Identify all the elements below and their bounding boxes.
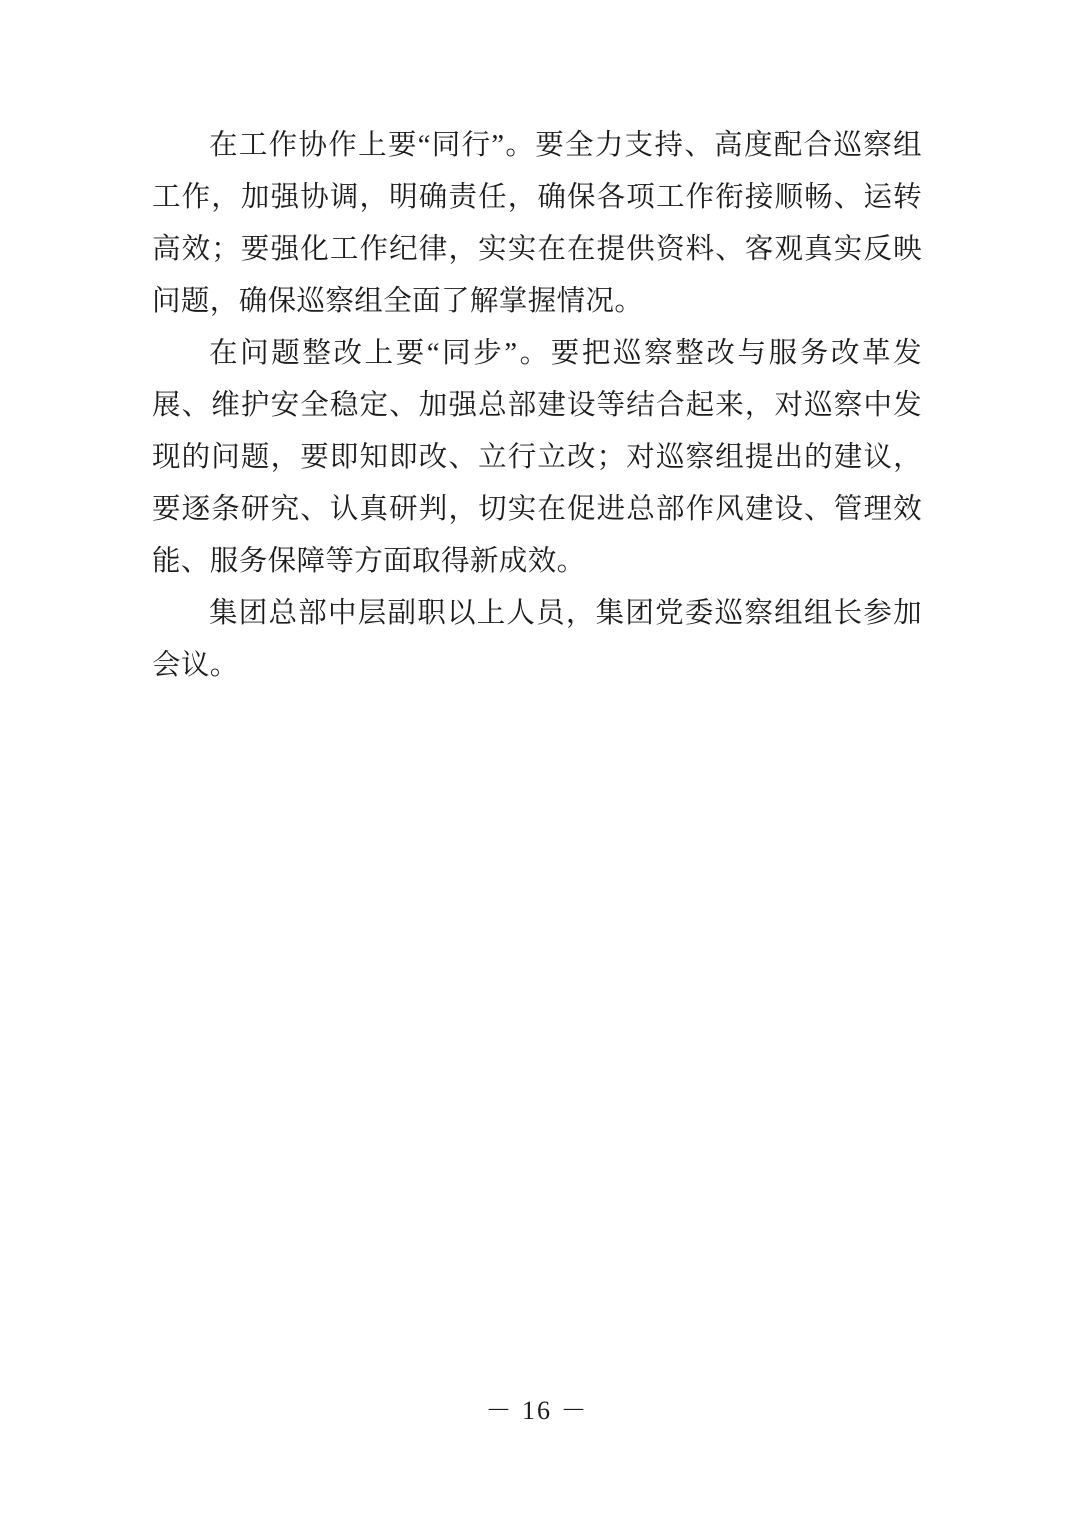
paragraph-1: 在工作协作上要“同行”。要全力支持、高度配合巡察组工作，加强协调，明确责任，确保各项工作衔接顺畅、运转高效；要强化工作纪律，实实在在提供资料、客观真实反映问题，确保巡察组全面了解掌握情况。 — [152, 130, 922, 317]
page-number: － 16 － — [485, 1396, 589, 1425]
paragraph-3: 集团总部中层副职以上人员，集团党委巡察组组长参加会议。 — [152, 598, 922, 681]
document-body — [152, 120, 922, 692]
paragraph-2: 在问题整改上要“同步”。要把巡察整改与服务改革发展、维护安全稳定、加强总部建设等结合起来，对巡察中发现的问题，要即知即改、立行立改；对巡察组提出的建议，要逐条研究、认真研判，切实在促进总部作风建设、管理效能、服务保障等方面取得新成效。 — [152, 338, 922, 577]
